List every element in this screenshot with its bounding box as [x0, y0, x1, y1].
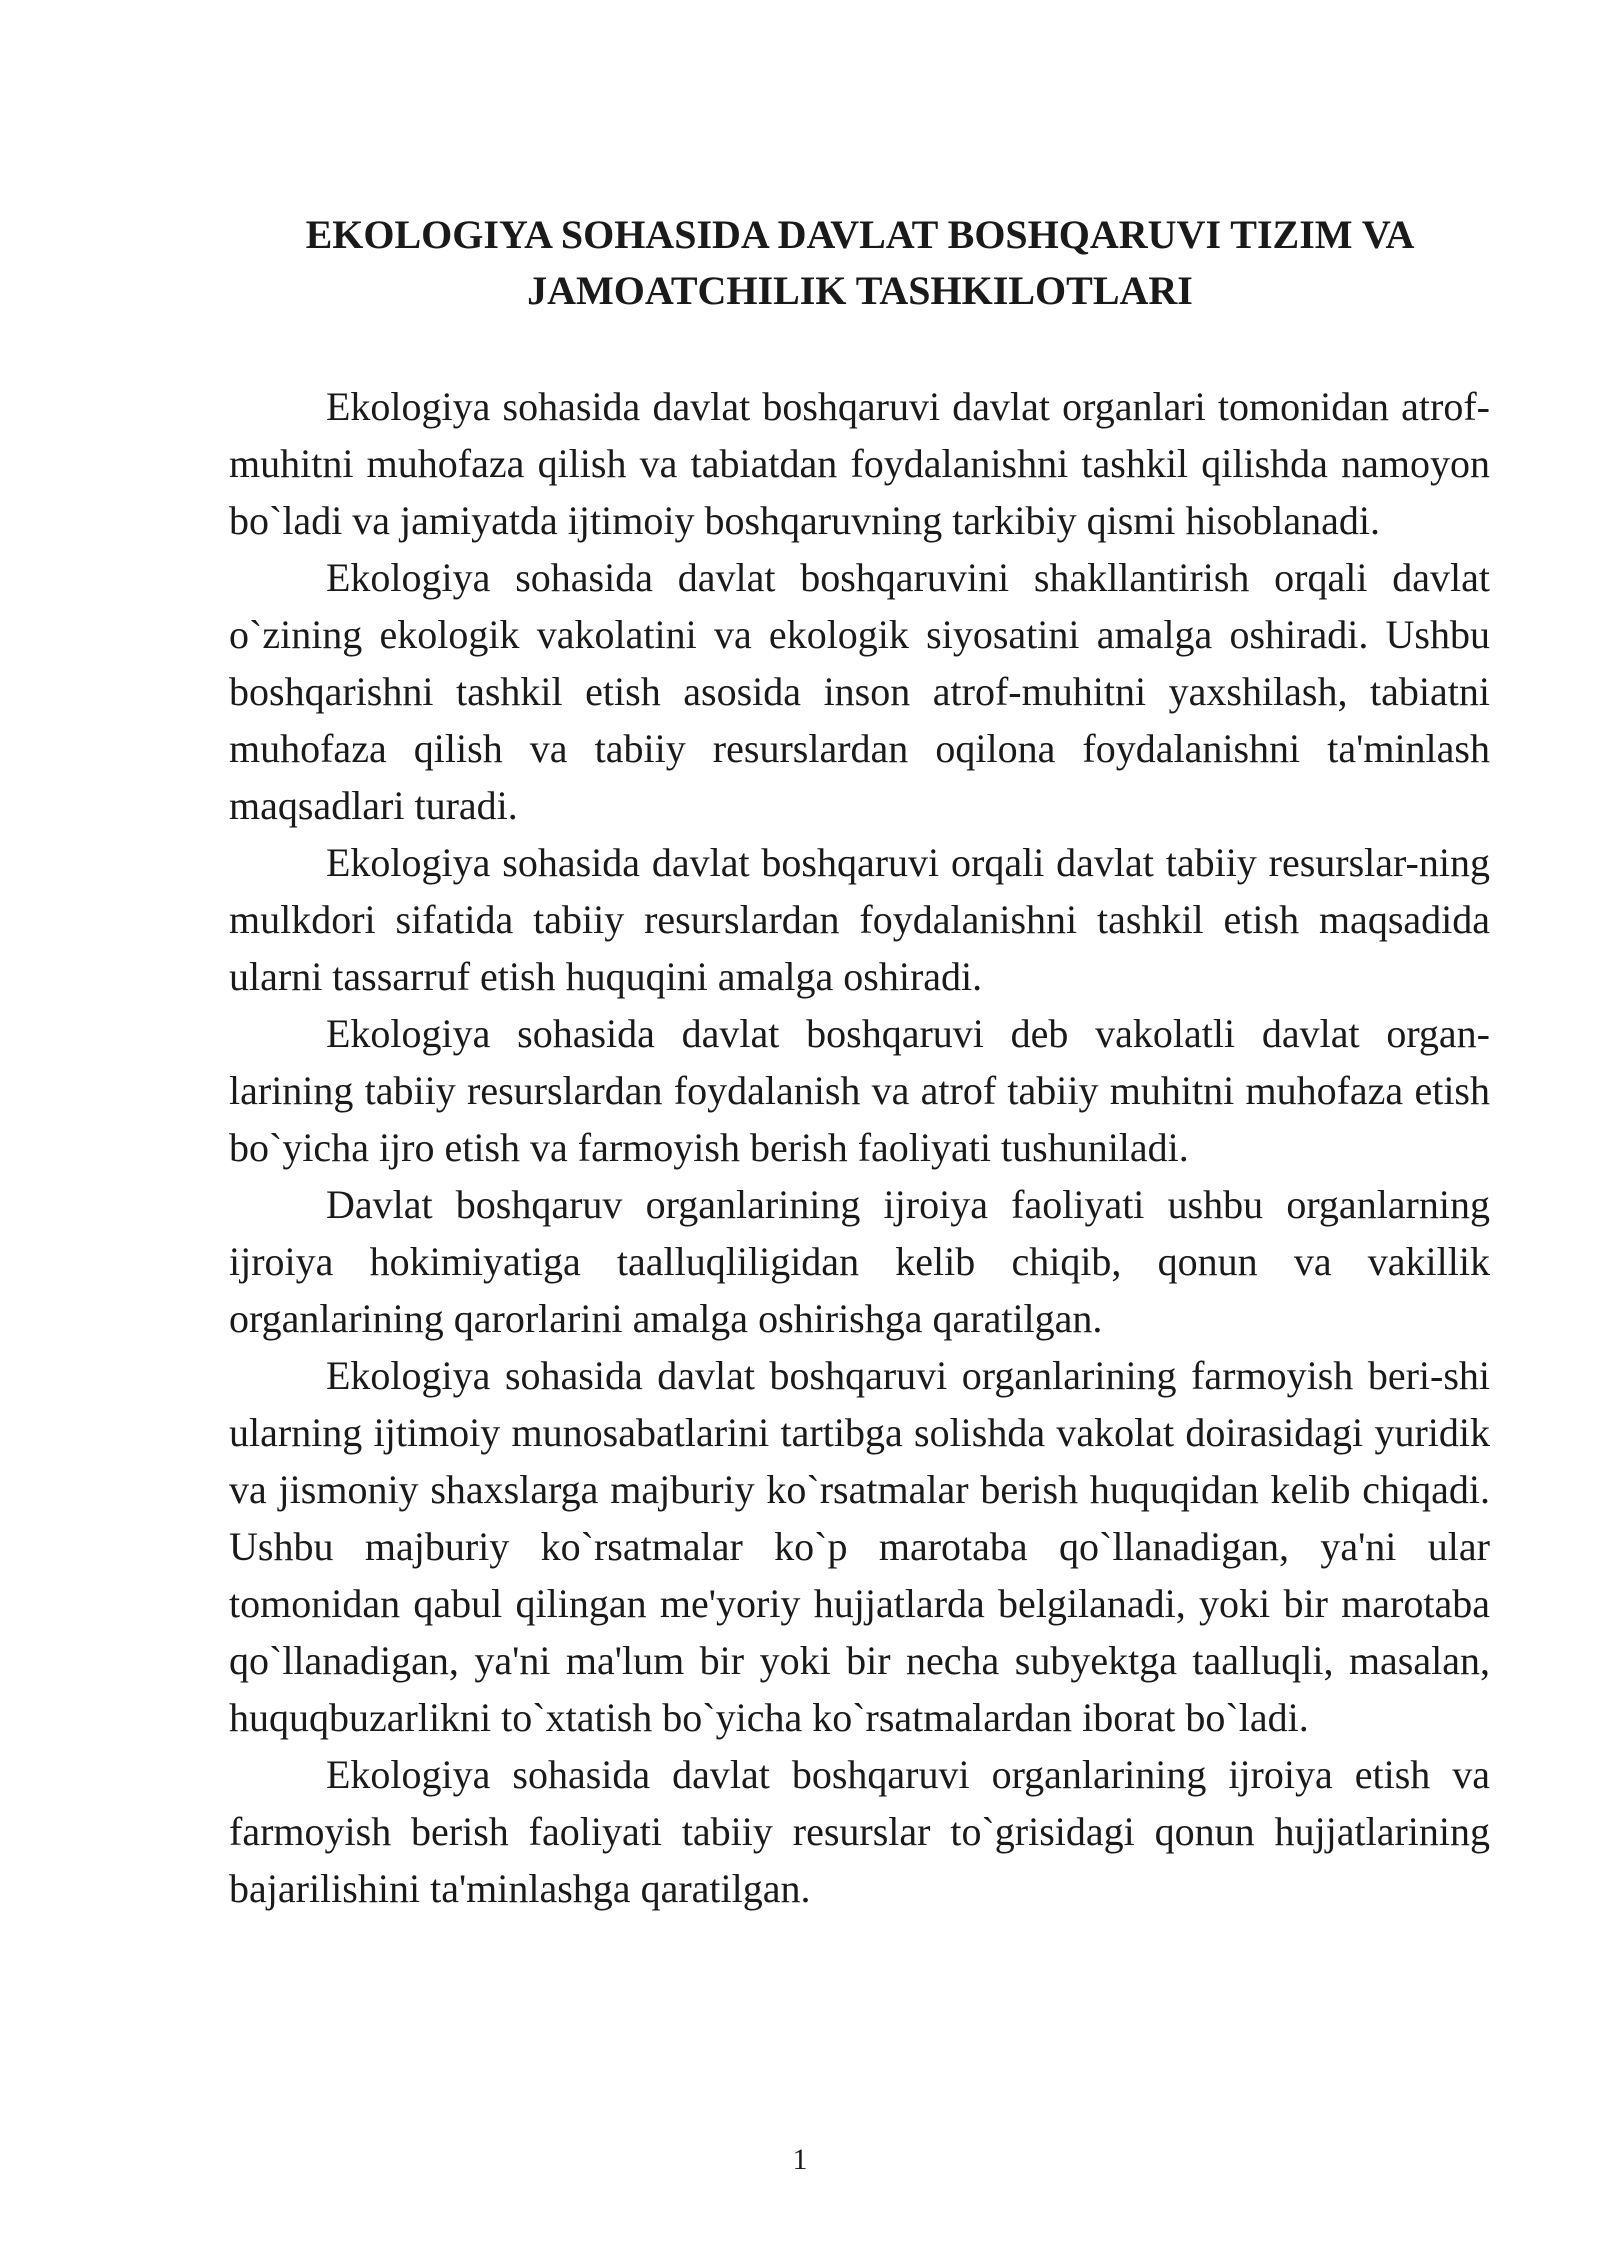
document-title — [230, 207, 1490, 319]
paragraph-4: Ekologiya sohasida davlat boshqaruvi deb vakolatli davlat organ-larining tabiiy resurslardan foydalanish va atrof tabiiy muhitni muhofaza etish bo`yicha ijro etish va farmoyish berish faoliyati tushuniladi. — [229, 1011, 1490, 1170]
paragraph-6: Ekologiya sohasida davlat boshqaruvi organlarining farmoyish beri-shi ularning ijtimoiy munosabatlarini tartibga solishda vakolat doirasidagi yuridik va jismoniy shaxslarga majburiy ko`rsatmalar berish huquqidan kelib chiqadi. Ushbu majburiy ko`rsatmalar ko`p marotaba qo`llanadigan, ya'ni ular tomonidan qabul qilingan me'yoriy hujjatlarda belgilanadi, yoki bir marotaba qo`llanadigan, ya'ni ma'lum bir yoki bir necha subyektga taalluqli, masalan, huquqbuzarlikni to`xtatish bo`yicha ko`rsatmalardan iborat bo`ladi. — [229, 1353, 1490, 1740]
document-body — [229, 378, 1490, 1917]
title-line-2: JAMOATCHILIK TASHKILOTLARI — [527, 268, 1193, 313]
paragraph-7: Ekologiya sohasida davlat boshqaruvi organlarining ijroiya etish va farmoyish berish faoliyati tabiiy resurslar to`grisidagi qonun hujjatlarining bajarilishini ta'minlashga qaratilgan. — [229, 1752, 1490, 1911]
paragraph-1: Ekologiya sohasida davlat boshqaruvi davlat organlari tomonidan atrof-muhitni muhofaza qilish va tabiatdan foydalanishni tashkil qilishda namoyon bo`ladi va jamiyatda ijtimoiy boshqaruvning tarkibiy qismi hisoblanadi. — [229, 384, 1490, 543]
paragraph-5: Davlat boshqaruv organlarining ijroiya faoliyati ushbu organlarning ijroiya hokimiyatiga taalluqliligidan kelib chiqib, qonun va vakillik organlarining qarorlarini amalga oshirishga qaratilgan. — [229, 1182, 1490, 1341]
page-number: 1 — [792, 2143, 808, 2176]
paragraph-2: Ekologiya sohasida davlat boshqaruvini shakllantirish orqali davlat o`zining ekologik vakolatini va ekologik siyosatini amalga oshiradi. Ushbu boshqarishni tashkil etish asosida inson atrof-muhitni yaxshilash, tabiatni muhofaza qilish va tabiiy resurslardan oqilona foydalanishni ta'minlash maqsadlari turadi. — [229, 555, 1490, 828]
paragraph-3: Ekologiya sohasida davlat boshqaruvi orqali davlat tabiiy resurslar-ning mulkdori sifatida tabiiy resurslardan foydalanishni tashkil etish maqsadida ularni tassarruf etish huquqini amalga oshiradi. — [229, 840, 1490, 999]
title-line-1: EKOLOGIYA SOHASIDA DAVLAT BOSHQARUVI TIZIM VA — [305, 212, 1415, 257]
